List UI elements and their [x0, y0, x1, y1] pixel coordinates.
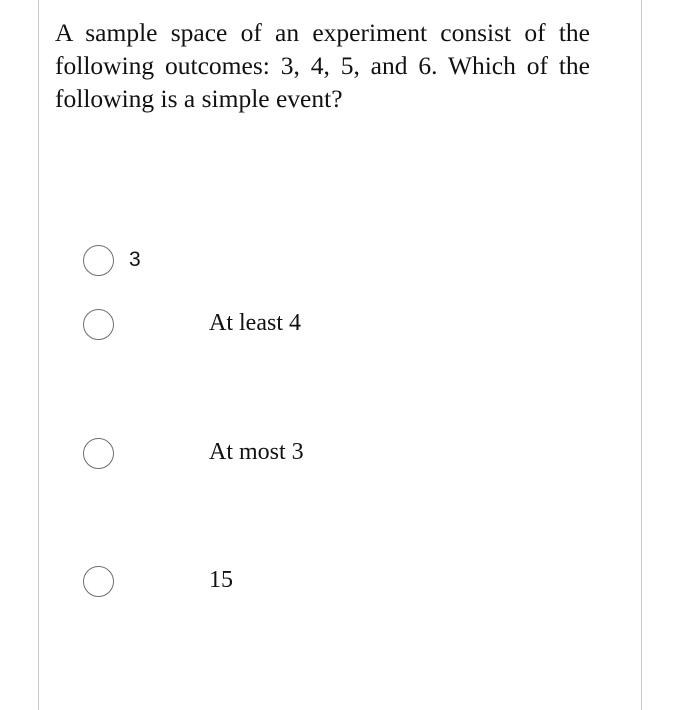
option-label: 15: [209, 567, 233, 593]
radio-button[interactable]: [83, 245, 114, 276]
option-label: At most 3: [209, 439, 304, 465]
option-label: 3: [129, 248, 141, 271]
option-label: At least 4: [209, 310, 301, 336]
radio-button[interactable]: [83, 566, 114, 597]
question-text: A sample space of an experiment consist of the following outcomes: 3, 4, 5, and 6. Which of the following is a simple event?: [55, 18, 590, 113]
radio-button[interactable]: [83, 438, 114, 469]
question-card: [38, 0, 642, 710]
radio-button[interactable]: [83, 309, 114, 340]
